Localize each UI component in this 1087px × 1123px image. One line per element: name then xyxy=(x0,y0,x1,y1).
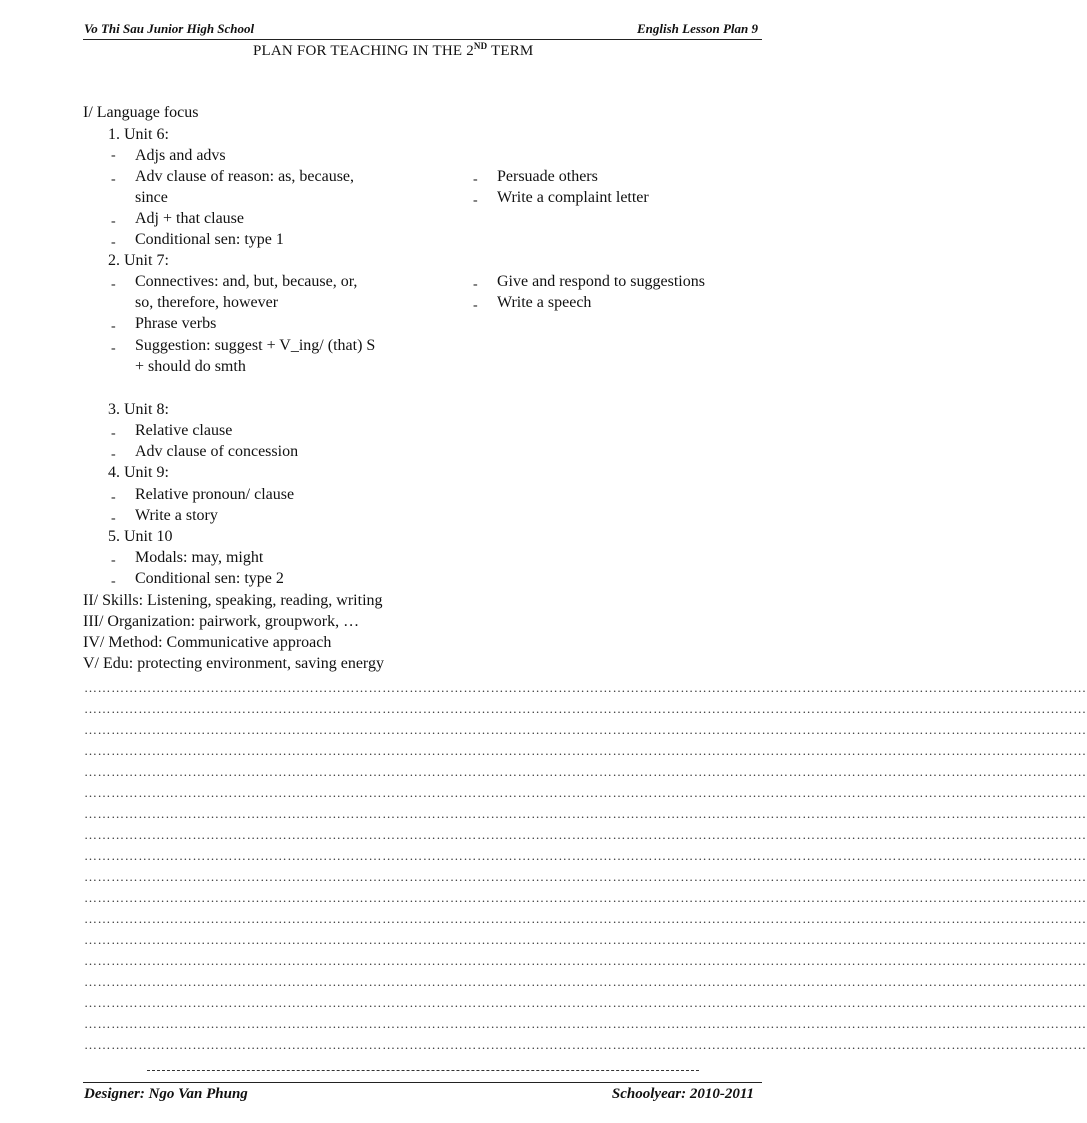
dotted-line: …………………………………………………………………………………………………………………………………………………………………………………………………… xyxy=(84,953,1087,968)
bullet-dash: - xyxy=(473,193,478,208)
header-rule xyxy=(83,39,762,40)
title-superscript: ND xyxy=(473,41,488,51)
unit-8-item: Adv clause of concession xyxy=(135,443,299,460)
bullet-dash: - xyxy=(111,235,116,250)
bullet-dash: - xyxy=(111,277,116,292)
unit-6-skill: Write a complaint letter xyxy=(497,189,649,206)
unit-7-skill: Write a speech xyxy=(497,294,592,311)
page-title xyxy=(253,41,533,60)
bullet-dash: - xyxy=(111,426,116,441)
unit-6-item: Conditional sen: type 1 xyxy=(135,231,284,248)
unit-6-label: 1. Unit 6: xyxy=(108,126,169,143)
bullet-dash: - xyxy=(473,298,478,313)
unit-9-label: 4. Unit 9: xyxy=(108,464,169,481)
unit-7-item-continued: + should do smth xyxy=(135,358,246,375)
unit-7-skill: Give and respond to suggestions xyxy=(497,273,705,290)
unit-6-skill: Persuade others xyxy=(497,168,598,185)
section-education: V/ Edu: protecting environment, saving energy xyxy=(83,655,384,672)
bullet-dash: - xyxy=(111,148,116,163)
unit-7-item: Connectives: and, but, because, or, xyxy=(135,273,358,290)
section-language-focus-heading: I/ Language focus xyxy=(83,104,199,121)
unit-6-item-continued: since xyxy=(135,189,168,206)
unit-7-item: Phrase verbs xyxy=(135,315,217,332)
dotted-line: …………………………………………………………………………………………………………………………………………………………………………………………………… xyxy=(84,848,1087,863)
dotted-line: …………………………………………………………………………………………………………………………………………………………………………………………………… xyxy=(84,827,1087,842)
footer-designer: Designer: Ngo Van Phung xyxy=(84,1086,248,1102)
unit-7-item-continued: so, therefore, however xyxy=(135,294,279,311)
bullet-dash: - xyxy=(473,277,478,292)
bullet-dash: - xyxy=(111,214,116,229)
unit-8-label: 3. Unit 8: xyxy=(108,401,169,418)
title-tail: TERM xyxy=(487,43,534,59)
bullet-dash: - xyxy=(111,447,116,462)
dotted-line: …………………………………………………………………………………………………………………………………………………………………………………………………… xyxy=(84,890,1087,905)
unit-6-item: Adjs and advs xyxy=(135,147,226,164)
unit-8-item: Relative clause xyxy=(135,422,233,439)
dotted-line: …………………………………………………………………………………………………………………………………………………………………………………………………… xyxy=(84,743,1087,758)
unit-10-item: Modals: may, might xyxy=(135,549,264,566)
bullet-dash: - xyxy=(111,574,116,589)
header-school: Vo Thi Sau Junior High School xyxy=(84,21,255,36)
bullet-dash: - xyxy=(473,172,478,187)
end-dashed-rule xyxy=(147,1070,699,1071)
unit-6-item: Adj + that clause xyxy=(135,210,244,227)
dotted-line: …………………………………………………………………………………………………………………………………………………………………………………………………… xyxy=(84,722,1087,737)
dotted-line: …………………………………………………………………………………………………………………………………………………………………………………………………… xyxy=(84,1037,1087,1052)
header-document: English Lesson Plan 9 xyxy=(636,21,758,36)
section-method: IV/ Method: Communicative approach xyxy=(83,634,332,651)
bullet-dash: - xyxy=(111,490,116,505)
dotted-line: …………………………………………………………………………………………………………………………………………………………………………………………………… xyxy=(84,680,1087,695)
dotted-line: …………………………………………………………………………………………………………………………………………………………………………………………………… xyxy=(84,995,1087,1010)
bullet-dash: - xyxy=(111,319,116,334)
dotted-line: …………………………………………………………………………………………………………………………………………………………………………………………………… xyxy=(84,1016,1087,1031)
section-skills: II/ Skills: Listening, speaking, reading, writing xyxy=(83,592,383,609)
unit-7-item: Suggestion: suggest + V_ing/ (that) S xyxy=(135,337,376,354)
dotted-line: …………………………………………………………………………………………………………………………………………………………………………………………………… xyxy=(84,764,1087,779)
bullet-dash: - xyxy=(111,172,116,187)
bullet-dash: - xyxy=(111,511,116,526)
unit-6-item: Adv clause of reason: as, because, xyxy=(135,168,355,185)
footer-rule xyxy=(83,1082,762,1083)
unit-10-label: 5. Unit 10 xyxy=(108,528,173,545)
dotted-line: …………………………………………………………………………………………………………………………………………………………………………………………………… xyxy=(84,806,1087,821)
dotted-line: …………………………………………………………………………………………………………………………………………………………………………………………………… xyxy=(84,785,1087,800)
dotted-line: …………………………………………………………………………………………………………………………………………………………………………………………………… xyxy=(84,869,1087,884)
bullet-dash: - xyxy=(111,553,116,568)
footer-school-year: Schoolyear: 2010-2011 xyxy=(611,1086,754,1102)
unit-10-item: Conditional sen: type 2 xyxy=(135,570,284,587)
dotted-line: …………………………………………………………………………………………………………………………………………………………………………………………………… xyxy=(84,701,1087,716)
unit-7-label: 2. Unit 7: xyxy=(108,252,169,269)
bullet-dash: - xyxy=(111,341,116,356)
dotted-line: …………………………………………………………………………………………………………………………………………………………………………………………………… xyxy=(84,932,1087,947)
unit-9-item: Write a story xyxy=(135,507,218,524)
unit-9-item: Relative pronoun/ clause xyxy=(135,486,295,503)
dotted-line: …………………………………………………………………………………………………………………………………………………………………………………………………… xyxy=(84,974,1087,989)
title-text: PLAN FOR TEACHING IN THE 2 xyxy=(253,43,474,59)
dotted-line: …………………………………………………………………………………………………………………………………………………………………………………………………… xyxy=(84,911,1087,926)
section-organization: III/ Organization: pairwork, groupwork, … xyxy=(83,613,360,630)
